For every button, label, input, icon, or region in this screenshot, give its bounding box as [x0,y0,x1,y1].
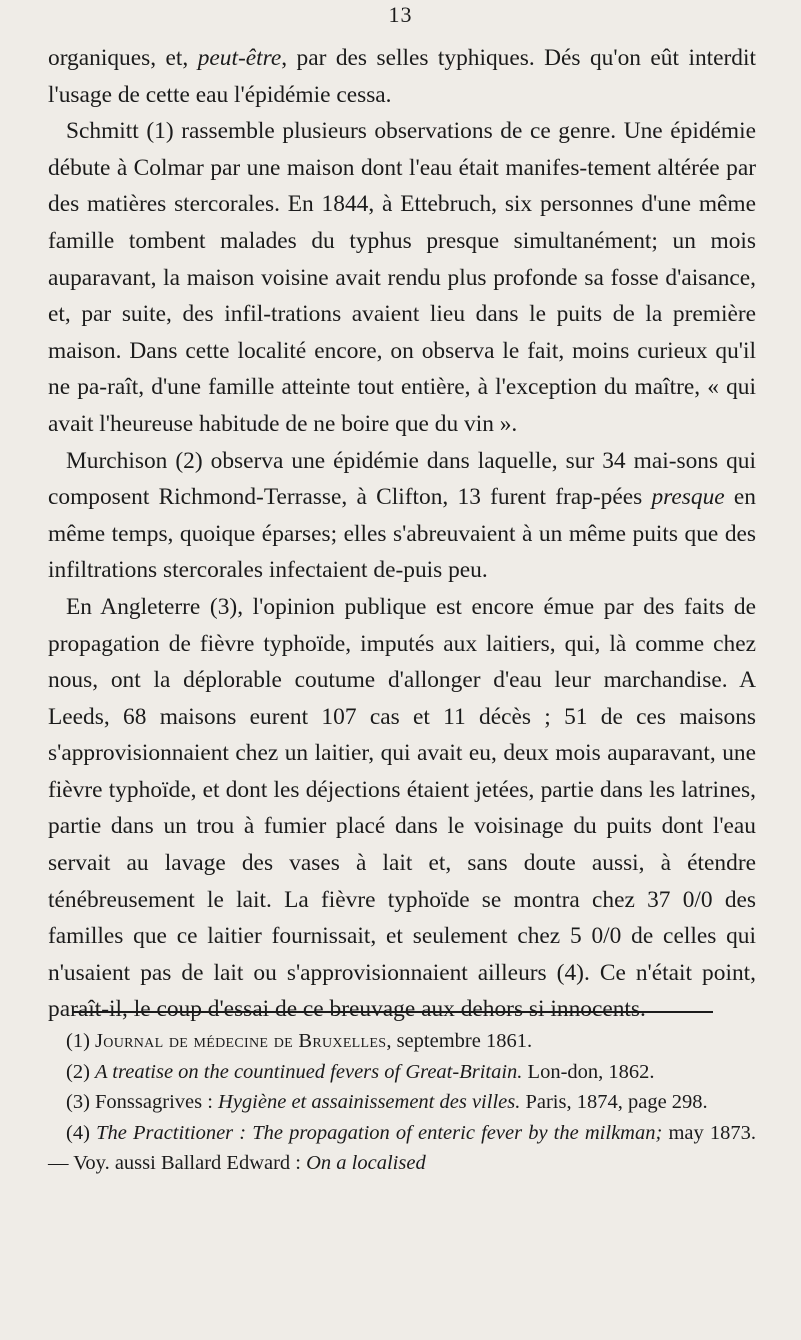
page-number: 13 [388,2,413,27]
footnote-1-rest: , septembre 1861. [386,1030,533,1052]
paragraph-1-text-a: organiques, et, [48,45,198,71]
footnote-3-title: Hygiène et assainissement des villes. [218,1091,521,1113]
paragraph-4: En Angleterre (3), l'opinion publique est encore émue par des faits de propagation de fièvre typhoïde, imputés aux laitiers, qui, là comme chez nous, ont la déplorable coutume d'allonger d'eau leur marchandise. A Leeds, 68 maisons eurent 107 cas et 11 décès ; 51 de ces maisons s'approvisionnaient chez un laitier, qui avait eu, deux mois auparavant, une fièvre typhoïde, et dont les déjections étaient jetées, partie dans les latrines, partie dans un trou à fumier placé dans le voisinage du puits dont l'eau servait au lavage des vases à lait et, sans doute aussi, à étendre ténébreusement le lait. La fièvre typhoïde se montra chez 37 0/0 des familles que ce laitier fournissait, et seulement chez 5 0/0 de celles qui n'usaient pas de lait ou s'approvisionnaient ailleurs (4). Ce n'était point, paraît-il, le coup d'essai de ce breuvage aux dehors si innocents. [48,593,756,1023]
paragraph-3-text-b: en même temps, quoique éparses; elles s'abreuvaient à un même puits que des infiltrations stercorales infectaient de-puis peu. [48,484,756,584]
footnote-2-rest: Lon-don, 1862. [522,1060,655,1083]
footnote-4-marker: (4) [66,1121,97,1144]
footnote-1-title: Journal de médecine de Bruxelles [95,1030,387,1052]
footnotes [48,1026,756,1179]
footnote-3-marker: (3) [66,1091,96,1113]
footnote-4-title: The Practitioner : The propagation of enteric fever by the milkman; [96,1121,663,1144]
paragraph-3-text-a: Murchison (2) observa une épidémie dans laquelle, sur 34 mai-sons qui composent Richmond-Terrasse, à Clifton, 13 furent frap-pées [48,447,756,511]
footnote-2-title: A treatise on the countinued fevers of Great-Britain. [95,1060,523,1083]
paragraph-1 [48,40,756,113]
footnote-1 [48,1026,756,1057]
footnote-3-author: Fonssagrives : [95,1091,219,1113]
paragraph-3 [48,443,756,589]
footnote-3 [48,1087,756,1118]
body-text [48,40,756,1028]
footnote-4-rest: may 1873. — Voy. aussi Ballard Edward : [48,1121,757,1174]
paragraph-1-emphasis: peut-être [197,45,282,71]
footnote-4 [48,1118,756,1179]
paragraph-2: Schmitt (1) rassemble plusieurs observations de ce genre. Une épidémie débute à Colmar par une maison dont l'eau était manifes-tement altérée par des matières stercorales. En 1844, à Ettebruch, six personnes d'une même famille tombent malades du typhus presque simultanément; un mois auparavant, la maison voisine avait rendu plus profonde sa fosse d'aisance, et, par suite, des infil-trations avaient lieu dans le puits de la première maison. Dans cette localité encore, on observa le fait, moins curieux qu'il ne pa-raît, d'une famille atteinte tout entière, à l'exception du maître, « qui avait l'heureuse habitude de ne boire que du vin ». [48,118,756,437]
footnote-2 [48,1057,756,1088]
footnote-separator [72,1011,713,1013]
footnote-1-marker: (1) [66,1030,96,1052]
footnote-3-rest: Paris, 1874, page 298. [520,1091,708,1113]
footnote-2-marker: (2) [66,1060,96,1083]
paragraph-1-text-b: , par des selles typhiques. Dés qu'on eût interdit l'usage de cette eau l'épidémie cessa. [48,45,757,108]
footnote-4-title-continued: On a localised [306,1152,426,1174]
paragraph-3-emphasis: presque [651,484,725,511]
